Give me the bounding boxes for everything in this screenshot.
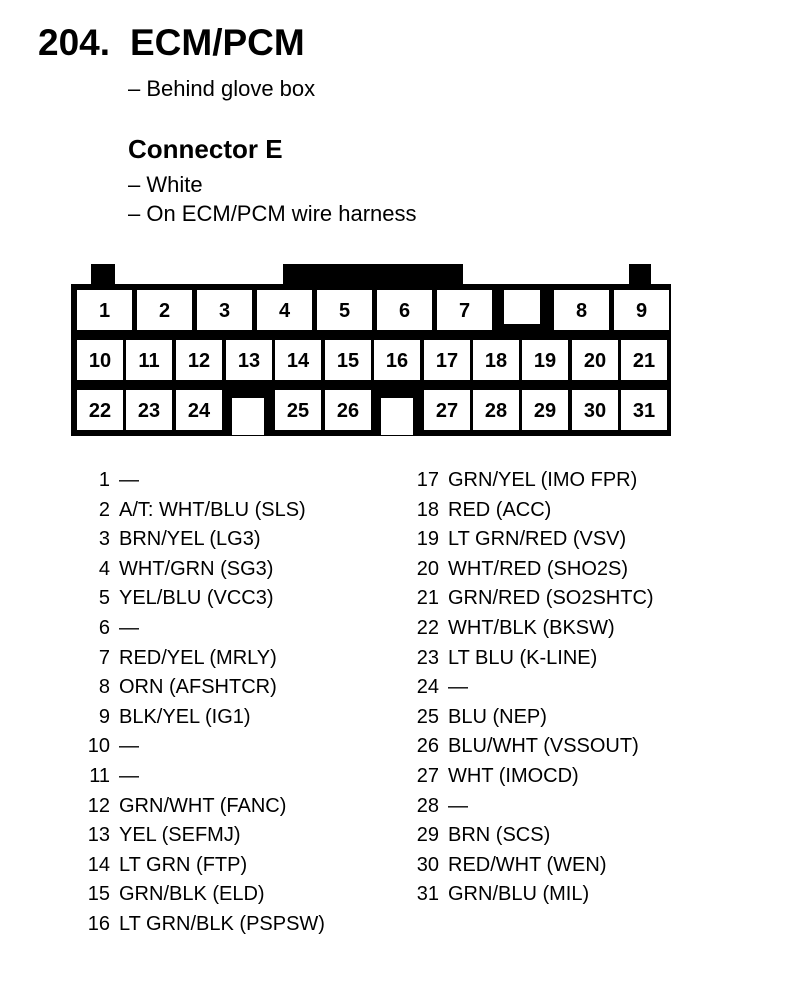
key-notch-bottom-left [232, 398, 264, 435]
pin-wire-description: GRN/BLK (ELD) [119, 883, 265, 906]
cavity-label: 25 [286, 400, 310, 422]
pin-wire-description: RED (ACC) [448, 498, 552, 521]
pin-number: 28 [416, 794, 439, 817]
cavity-label: 13 [237, 350, 261, 372]
pin-wire-description: YEL/BLU (VCC3) [119, 587, 274, 610]
pin-row [82, 732, 325, 762]
pin-row [411, 703, 654, 733]
pin-number: 19 [416, 528, 439, 551]
cavity-label: 23 [137, 400, 161, 422]
pin-number: 8 [98, 676, 110, 699]
cavity-label: 15 [336, 350, 360, 372]
pin-wire-description: RED/YEL (MRLY) [119, 646, 277, 669]
pin-row [82, 910, 325, 940]
pin-row [82, 584, 325, 614]
pin-number: 29 [416, 824, 439, 847]
pin-row [82, 762, 325, 792]
pin-row [411, 792, 654, 822]
pin-wire-description: LT BLU (K-LINE) [448, 646, 598, 669]
key-notch-bottom-right [381, 398, 413, 435]
cavity-label: 27 [435, 400, 459, 422]
connector-face-diagram [0, 0, 800, 460]
connector-title: Connector E [128, 134, 283, 164]
pin-wire-description: RED/WHT (WEN) [448, 853, 607, 876]
pin-row [411, 614, 654, 644]
cavity-label: 7 [458, 300, 471, 322]
pin-wire-description: — [119, 469, 139, 491]
pin-row [411, 644, 654, 674]
pin-number: 26 [416, 735, 439, 758]
pin-number: 18 [416, 498, 439, 521]
pin-wire-description: WHT/BLK (BKSW) [448, 616, 615, 639]
pin-row [82, 525, 325, 555]
pin-number: 15 [87, 883, 110, 906]
cavity-label: 5 [338, 300, 351, 322]
pin-number: 22 [416, 616, 439, 639]
pin-row [82, 703, 325, 733]
pin-number: 25 [416, 705, 439, 728]
cavity-label: 10 [88, 350, 112, 372]
cavity-label: 3 [218, 300, 231, 322]
cavity-label: 24 [187, 400, 211, 422]
pin-number: 17 [416, 469, 439, 491]
cavity-label: 22 [88, 400, 112, 422]
pin-number: 1 [98, 469, 110, 491]
pin-row [82, 821, 325, 851]
pin-row [411, 584, 654, 614]
pin-number: 4 [98, 557, 110, 580]
cavity-label: 18 [484, 350, 508, 372]
cavity-label: 2 [158, 300, 171, 322]
pin-wire-description: GRN/RED (SO2SHTC) [448, 587, 654, 610]
pin-wire-description: GRN/BLU (MIL) [448, 883, 590, 906]
pin-wire-description: GRN/WHT (FANC) [119, 794, 287, 817]
pin-wire-description: — [448, 676, 468, 699]
pin-wire-description: A/T: WHT/BLU (SLS) [119, 498, 306, 521]
cavity-label: 1 [98, 300, 111, 322]
pin-number: 27 [416, 764, 439, 787]
pin-wire-description: BRN/YEL (LG3) [119, 528, 261, 551]
pin-number: 3 [98, 528, 110, 551]
cavity-label: 12 [187, 350, 211, 372]
pin-wire-description: LT GRN (FTP) [119, 853, 248, 876]
pin-number: 2 [98, 498, 110, 521]
pin-wire-description: — [119, 764, 139, 787]
pin-wire-description: BRN (SCS) [448, 824, 551, 847]
pin-wire-description: — [448, 794, 468, 817]
pin-wire-description: LT GRN/RED (VSV) [448, 528, 627, 551]
pin-row [411, 525, 654, 555]
pin-wire-description: GRN/YEL (IMO FPR) [448, 469, 638, 491]
pin-row [82, 496, 325, 526]
cavity-label: 30 [583, 400, 607, 422]
pin-number: 7 [98, 646, 110, 669]
cavity-label: 14 [286, 350, 310, 372]
pin-wire-description: — [119, 735, 139, 758]
pin-row [411, 732, 654, 762]
pin-list-right [411, 466, 654, 910]
component-name: ECM/PCM [130, 22, 305, 63]
pin-wire-description: ORN (AFSHTCR) [119, 676, 277, 699]
pin-row [411, 880, 654, 910]
pin-wire-description: WHT/GRN (SG3) [119, 557, 274, 580]
cavity-label: 6 [398, 300, 411, 322]
pin-number: 13 [87, 824, 110, 847]
pin-row [411, 496, 654, 526]
pin-row [82, 792, 325, 822]
pin-number: 12 [87, 794, 110, 817]
pin-row [411, 673, 654, 703]
pin-number: 20 [416, 557, 439, 580]
pin-number: 10 [87, 735, 110, 758]
connector-color: – White [128, 172, 203, 197]
pin-row [82, 644, 325, 674]
pin-number: 9 [98, 705, 110, 728]
cavity-label: 17 [435, 350, 459, 372]
pin-list-left [82, 466, 325, 940]
component-location: – Behind glove box [128, 76, 316, 101]
cavity-label: 11 [138, 350, 160, 372]
pin-row [82, 880, 325, 910]
component-number: 204. [38, 22, 111, 63]
cavity-label: 19 [533, 350, 557, 372]
pin-wire-description: BLK/YEL (IG1) [119, 705, 251, 728]
pin-wire-description: BLU/WHT (VSSOUT) [448, 735, 639, 758]
pin-wire-description: YEL (SEFMJ) [119, 824, 241, 847]
pin-wire-description: WHT/RED (SHO2S) [448, 557, 628, 580]
pin-wire-description: BLU (NEP) [448, 705, 547, 728]
cavity-label: 8 [575, 300, 588, 322]
pin-row [82, 614, 325, 644]
pin-row [411, 466, 654, 496]
cavity-label: 28 [484, 400, 508, 422]
pin-number: 31 [416, 883, 439, 906]
cavity-label: 21 [632, 350, 656, 372]
pin-number: 16 [87, 912, 110, 935]
cavity-label: 26 [336, 400, 360, 422]
pin-number: 6 [98, 616, 110, 639]
pin-number: 24 [416, 676, 439, 699]
cavity-label: 4 [278, 300, 291, 322]
pin-wire-description: WHT (IMOCD) [448, 764, 579, 787]
cavity-label: 9 [635, 300, 648, 322]
pin-number: 21 [416, 587, 439, 610]
pin-row [411, 762, 654, 792]
cavity-label: 20 [583, 350, 607, 372]
pin-row [411, 821, 654, 851]
key-notch-top [504, 290, 540, 324]
pin-number: 11 [89, 764, 110, 787]
pin-wire-description: LT GRN/BLK (PSPSW) [119, 912, 325, 935]
pin-number: 14 [87, 853, 110, 876]
cavity-label: 29 [533, 400, 557, 422]
pin-wire-description: — [119, 616, 139, 639]
pin-row [82, 673, 325, 703]
connector-mount: – On ECM/PCM wire harness [128, 201, 417, 226]
pin-row [411, 555, 654, 585]
pin-row [82, 555, 325, 585]
pin-row [411, 851, 654, 881]
pin-row [82, 851, 325, 881]
pin-number: 23 [416, 646, 439, 669]
cavity-label: 31 [632, 400, 656, 422]
pin-number: 5 [98, 587, 110, 610]
cavity-label: 16 [385, 350, 409, 372]
pin-row [82, 466, 325, 496]
pin-number: 30 [416, 853, 439, 876]
